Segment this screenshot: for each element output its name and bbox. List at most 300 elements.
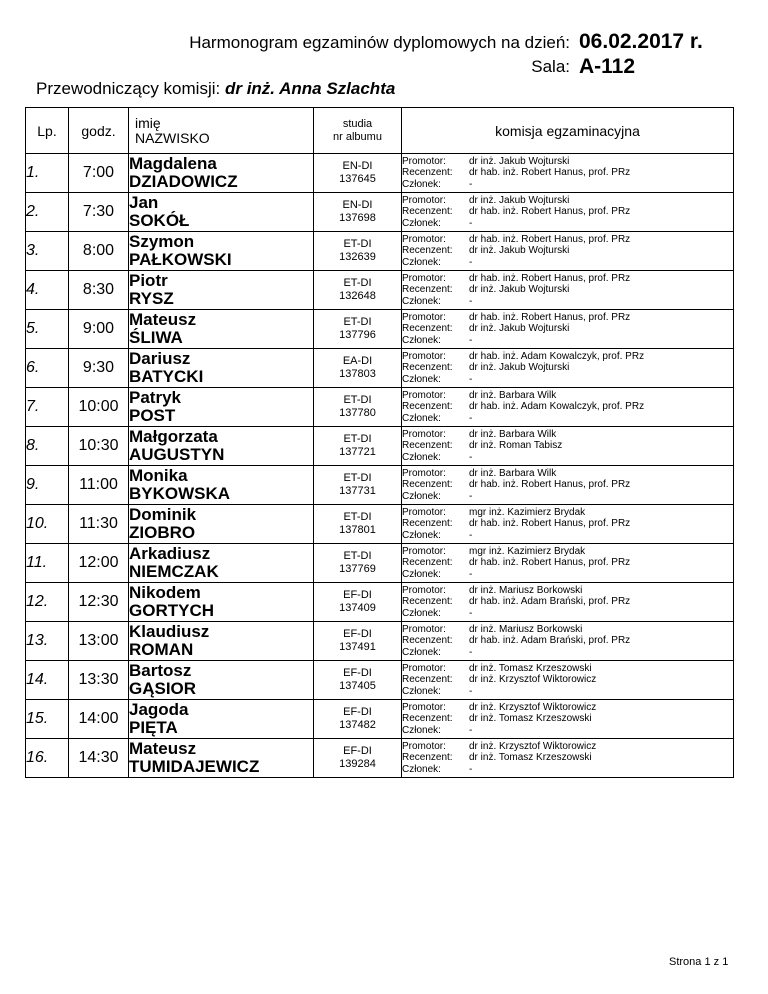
member-line [402, 296, 733, 308]
promotor-line [402, 312, 733, 324]
member-name: - [469, 334, 473, 346]
exam-time: 13:00 [69, 622, 129, 661]
promotor-label: Promotor: [402, 701, 446, 713]
reviewer-name: dr inż. Krzysztof Wiktorowicz [469, 674, 597, 686]
committee-cell [402, 388, 734, 427]
promotor-label: Promotor: [402, 545, 446, 557]
reviewer-name: dr inż. Jakub Wojturski [469, 245, 570, 257]
table-row [26, 193, 734, 232]
promotor-label: Promotor: [402, 506, 446, 518]
table-row [26, 700, 734, 739]
promotor-name: dr hab. inż. Robert Hanus, prof. PRz [469, 272, 631, 284]
member-name: - [469, 490, 473, 502]
reviewer-label: Recenzent: [402, 752, 453, 764]
promotor-label: Promotor: [402, 233, 446, 245]
student-name [129, 427, 314, 466]
row-number: 9. [26, 466, 69, 505]
room-value: A-112 [579, 55, 636, 78]
member-name: - [469, 217, 473, 229]
student-album [314, 505, 402, 544]
row-number: 10. [26, 505, 69, 544]
promotor-label: Promotor: [402, 428, 446, 440]
promotor-label: Promotor: [402, 194, 446, 206]
student-name [129, 661, 314, 700]
promotor-line [402, 663, 733, 675]
row-number: 14. [26, 661, 69, 700]
reviewer-line [402, 713, 733, 725]
promotor-name: dr hab. inż. Adam Kowalczyk, prof. PRz [469, 350, 645, 362]
member-label: Członek: [402, 334, 441, 346]
promotor-name: mgr inż. Kazimierz Brydak [469, 545, 586, 557]
promotor-line [402, 507, 733, 519]
promotor-line [402, 741, 733, 753]
study-program: ET-DI [343, 238, 372, 250]
table-row [26, 583, 734, 622]
student-last-name: POST [129, 406, 176, 425]
student-name [129, 739, 314, 778]
student-album [314, 388, 402, 427]
album-number: 137645 [339, 173, 376, 185]
promotor-name: dr inż. Tomasz Krzeszowski [469, 662, 592, 674]
column-header-lp: Lp. [26, 108, 69, 154]
member-label: Członek: [402, 373, 441, 385]
reviewer-label: Recenzent: [402, 479, 453, 491]
member-line [402, 491, 733, 503]
student-album [314, 349, 402, 388]
student-first-name: Piotr [129, 271, 168, 290]
reviewer-line [402, 635, 733, 647]
member-label: Członek: [402, 412, 441, 424]
student-first-name: Bartosz [129, 661, 192, 680]
table-row [26, 622, 734, 661]
study-program: ET-DI [343, 550, 372, 562]
exam-time: 9:30 [69, 349, 129, 388]
reviewer-name: dr inż. Jakub Wojturski [469, 323, 570, 335]
promotor-line [402, 624, 733, 636]
student-album [314, 154, 402, 193]
member-line [402, 218, 733, 230]
reviewer-line [402, 674, 733, 686]
reviewer-line [402, 323, 733, 335]
promotor-label: Promotor: [402, 272, 446, 284]
committee-cell [402, 700, 734, 739]
student-album [314, 622, 402, 661]
member-line [402, 335, 733, 347]
member-name: - [469, 607, 473, 619]
promotor-line [402, 273, 733, 285]
promotor-name: dr hab. inż. Robert Hanus, prof. PRz [469, 233, 631, 245]
table-row [26, 466, 734, 505]
member-label: Członek: [402, 724, 441, 736]
album-number: 137482 [339, 719, 376, 731]
album-number: 137409 [339, 602, 376, 614]
student-last-name: ZIOBRO [129, 523, 196, 542]
student-last-name: PIĘTA [129, 718, 178, 737]
promotor-name: dr inż. Jakub Wojturski [469, 194, 570, 206]
promotor-line [402, 234, 733, 246]
study-program: ET-DI [343, 394, 372, 406]
student-album [314, 271, 402, 310]
reviewer-name: dr hab. inż. Adam Brański, prof. PRz [469, 596, 631, 608]
exam-time: 12:30 [69, 583, 129, 622]
student-name [129, 583, 314, 622]
table-row [26, 544, 734, 583]
member-label: Członek: [402, 217, 441, 229]
reviewer-label: Recenzent: [402, 440, 453, 452]
exam-schedule-table [25, 107, 734, 778]
committee-cell [402, 739, 734, 778]
reviewer-label: Recenzent: [402, 713, 453, 725]
reviewer-line [402, 362, 733, 374]
exam-time: 10:00 [69, 388, 129, 427]
student-first-name: Nikodem [129, 583, 201, 602]
student-name [129, 193, 314, 232]
student-first-name: Klaudiusz [129, 622, 210, 641]
exam-time: 10:30 [69, 427, 129, 466]
student-last-name: BYKOWSKA [129, 484, 231, 503]
student-last-name: ROMAN [129, 640, 194, 659]
row-number: 15. [26, 700, 69, 739]
member-label: Członek: [402, 607, 441, 619]
row-number: 16. [26, 739, 69, 778]
column-header-album-line1: studia [342, 117, 373, 130]
album-number: 139284 [339, 758, 376, 770]
member-name: - [469, 256, 473, 268]
promotor-label: Promotor: [402, 584, 446, 596]
study-program: ET-DI [343, 511, 372, 523]
committee-cell [402, 193, 734, 232]
exam-time: 8:00 [69, 232, 129, 271]
student-first-name: Jan [129, 193, 159, 212]
reviewer-label: Recenzent: [402, 362, 453, 374]
exam-time: 14:30 [69, 739, 129, 778]
student-name [129, 310, 314, 349]
member-name: - [469, 412, 473, 424]
committee-cell [402, 466, 734, 505]
row-number: 13. [26, 622, 69, 661]
row-number: 8. [26, 427, 69, 466]
member-line [402, 608, 733, 620]
reviewer-name: dr inż. Jakub Wojturski [469, 362, 570, 374]
committee-chair [36, 79, 395, 99]
member-name: - [469, 451, 473, 463]
committee-cell [402, 661, 734, 700]
chair-label: Przewodniczący komisji: [36, 79, 221, 98]
reviewer-label: Recenzent: [402, 167, 453, 179]
member-name: - [469, 529, 473, 541]
student-last-name: PAŁKOWSKI [129, 250, 232, 269]
student-first-name: Mateusz [129, 739, 197, 758]
committee-cell [402, 583, 734, 622]
album-number: 137405 [339, 680, 376, 692]
album-number: 137731 [339, 485, 376, 497]
promotor-line [402, 351, 733, 363]
student-name [129, 349, 314, 388]
row-number: 1. [26, 154, 69, 193]
student-first-name: Arkadiusz [129, 544, 211, 563]
reviewer-name: dr hab. inż. Robert Hanus, prof. PRz [469, 557, 631, 569]
column-header-album-line2: nr albumu [333, 130, 382, 143]
document-title: Harmonogram egzaminów dyplomowych na dzień: [189, 33, 570, 52]
reviewer-line [402, 401, 733, 413]
reviewer-line [402, 518, 733, 530]
album-number: 137721 [339, 446, 376, 458]
exam-time: 7:30 [69, 193, 129, 232]
reviewer-line [402, 557, 733, 569]
reviewer-label: Recenzent: [402, 401, 453, 413]
student-album [314, 427, 402, 466]
reviewer-line [402, 284, 733, 296]
promotor-line [402, 156, 733, 168]
album-number: 137491 [339, 641, 376, 653]
student-name [129, 700, 314, 739]
member-label: Członek: [402, 451, 441, 463]
member-name: - [469, 724, 473, 736]
promotor-name: dr inż. Mariusz Borkowski [469, 623, 583, 635]
study-program: EN-DI [342, 160, 373, 172]
reviewer-name: dr hab. inż. Robert Hanus, prof. PRz [469, 167, 631, 179]
committee-cell [402, 427, 734, 466]
room-label: Sala: [531, 57, 570, 76]
student-last-name: ŚLIWA [129, 328, 183, 347]
row-number: 7. [26, 388, 69, 427]
study-program: EF-DI [343, 589, 372, 601]
table-row [26, 271, 734, 310]
student-last-name: AUGUSTYN [129, 445, 225, 464]
reviewer-name: dr inż. Tomasz Krzeszowski [469, 713, 592, 725]
student-last-name: GORTYCH [129, 601, 214, 620]
reviewer-label: Recenzent: [402, 674, 453, 686]
exam-time: 8:30 [69, 271, 129, 310]
reviewer-label: Recenzent: [402, 284, 453, 296]
reviewer-name: dr hab. inż. Robert Hanus, prof. PRz [469, 518, 631, 530]
column-header-name-line2: NAZWISKO [135, 129, 210, 146]
reviewer-label: Recenzent: [402, 596, 453, 608]
student-album [314, 583, 402, 622]
student-name [129, 271, 314, 310]
member-name: - [469, 646, 473, 658]
row-number: 11. [26, 544, 69, 583]
member-line [402, 725, 733, 737]
promotor-label: Promotor: [402, 662, 446, 674]
member-label: Członek: [402, 490, 441, 502]
promotor-line [402, 702, 733, 714]
column-header-album [314, 108, 402, 154]
promotor-name: dr inż. Barbara Wilk [469, 428, 557, 440]
promotor-name: dr inż. Krzysztof Wiktorowicz [469, 740, 597, 752]
committee-cell [402, 544, 734, 583]
member-line [402, 569, 733, 581]
row-number: 6. [26, 349, 69, 388]
student-album [314, 193, 402, 232]
album-number: 137769 [339, 563, 376, 575]
exam-time: 13:30 [69, 661, 129, 700]
member-line [402, 257, 733, 269]
row-number: 12. [26, 583, 69, 622]
student-first-name: Mateusz [129, 310, 197, 329]
row-number: 5. [26, 310, 69, 349]
album-number: 132639 [339, 251, 376, 263]
chair-name: dr inż. Anna Szlachta [224, 79, 396, 98]
student-first-name: Szymon [129, 232, 195, 251]
column-header-name-line1: imię [135, 114, 161, 131]
exam-time: 9:00 [69, 310, 129, 349]
member-line [402, 647, 733, 659]
reviewer-name: dr inż. Jakub Wojturski [469, 284, 570, 296]
committee-cell [402, 310, 734, 349]
study-program: ET-DI [343, 277, 372, 289]
promotor-label: Promotor: [402, 389, 446, 401]
album-number: 132648 [339, 290, 376, 302]
promotor-label: Promotor: [402, 155, 446, 167]
student-album [314, 700, 402, 739]
promotor-name: dr inż. Barbara Wilk [469, 467, 557, 479]
reviewer-label: Recenzent: [402, 323, 453, 335]
reviewer-line [402, 167, 733, 179]
study-program: EF-DI [343, 667, 372, 679]
student-last-name: BATYCKI [129, 367, 204, 386]
page-number: Strona 1 z 1 [669, 956, 729, 968]
promotor-line [402, 546, 733, 558]
student-last-name: TUMIDAJEWICZ [129, 757, 260, 776]
student-name [129, 622, 314, 661]
promotor-line [402, 390, 733, 402]
member-name: - [469, 373, 473, 385]
member-line [402, 764, 733, 776]
member-name: - [469, 178, 473, 190]
reviewer-line [402, 596, 733, 608]
student-first-name: Patryk [129, 388, 181, 407]
committee-cell [402, 505, 734, 544]
member-line [402, 686, 733, 698]
student-name [129, 505, 314, 544]
album-number: 137801 [339, 524, 376, 536]
promotor-line [402, 585, 733, 597]
reviewer-label: Recenzent: [402, 518, 453, 530]
table-header-row [26, 108, 734, 154]
student-name [129, 232, 314, 271]
table-row [26, 661, 734, 700]
student-first-name: Małgorzata [129, 427, 218, 446]
promotor-line [402, 429, 733, 441]
promotor-label: Promotor: [402, 740, 446, 752]
student-name [129, 388, 314, 427]
member-line [402, 413, 733, 425]
student-album [314, 544, 402, 583]
table-row [26, 154, 734, 193]
reviewer-label: Recenzent: [402, 635, 453, 647]
member-label: Członek: [402, 295, 441, 307]
promotor-name: mgr inż. Kazimierz Brydak [469, 506, 586, 518]
student-last-name: GĄSIOR [129, 679, 197, 698]
exam-time: 12:00 [69, 544, 129, 583]
reviewer-line [402, 479, 733, 491]
committee-cell [402, 154, 734, 193]
member-label: Członek: [402, 256, 441, 268]
student-first-name: Magdalena [129, 154, 217, 173]
promotor-label: Promotor: [402, 467, 446, 479]
member-line [402, 530, 733, 542]
member-name: - [469, 295, 473, 307]
student-last-name: NIEMCZAK [129, 562, 219, 581]
reviewer-name: dr hab. inż. Adam Kowalczyk, prof. PRz [469, 401, 645, 413]
promotor-line [402, 468, 733, 480]
student-last-name: SOKÓŁ [129, 211, 190, 230]
member-name: - [469, 763, 473, 775]
reviewer-name: dr hab. inż. Adam Brański, prof. PRz [469, 635, 631, 647]
study-program: EF-DI [343, 706, 372, 718]
row-number: 3. [26, 232, 69, 271]
committee-cell [402, 622, 734, 661]
promotor-label: Promotor: [402, 311, 446, 323]
reviewer-label: Recenzent: [402, 206, 453, 218]
member-name: - [469, 568, 473, 580]
student-first-name: Monika [129, 466, 188, 485]
exam-time: 11:00 [69, 466, 129, 505]
study-program: EF-DI [343, 628, 372, 640]
promotor-label: Promotor: [402, 623, 446, 635]
student-album [314, 232, 402, 271]
student-last-name: RYSZ [129, 289, 174, 308]
member-line [402, 374, 733, 386]
reviewer-label: Recenzent: [402, 245, 453, 257]
member-line [402, 179, 733, 191]
reviewer-line [402, 440, 733, 452]
album-number: 137796 [339, 329, 376, 341]
member-name: - [469, 685, 473, 697]
committee-cell [402, 232, 734, 271]
study-program: ET-DI [343, 433, 372, 445]
student-name [129, 544, 314, 583]
study-program: EF-DI [343, 745, 372, 757]
table-row [26, 427, 734, 466]
student-last-name: DZIADOWICZ [129, 172, 238, 191]
column-header-name [129, 108, 314, 154]
student-name [129, 466, 314, 505]
table-row [26, 388, 734, 427]
student-album [314, 661, 402, 700]
promotor-label: Promotor: [402, 350, 446, 362]
album-number: 137780 [339, 407, 376, 419]
exam-date: 06.02.2017 r. [579, 30, 703, 53]
album-number: 137803 [339, 368, 376, 380]
promotor-line [402, 195, 733, 207]
promotor-name: dr inż. Barbara Wilk [469, 389, 557, 401]
student-first-name: Jagoda [129, 700, 189, 719]
student-album [314, 466, 402, 505]
table-row [26, 349, 734, 388]
column-header-time: godz. [69, 108, 129, 154]
room-row [0, 55, 768, 77]
member-label: Członek: [402, 568, 441, 580]
table-row [26, 232, 734, 271]
committee-cell [402, 349, 734, 388]
table-row [26, 310, 734, 349]
table-row [26, 739, 734, 778]
exam-time: 14:00 [69, 700, 129, 739]
member-label: Członek: [402, 178, 441, 190]
row-number: 2. [26, 193, 69, 232]
member-label: Członek: [402, 529, 441, 541]
table-row [26, 505, 734, 544]
promotor-name: dr hab. inż. Robert Hanus, prof. PRz [469, 311, 631, 323]
reviewer-line [402, 752, 733, 764]
student-album [314, 310, 402, 349]
reviewer-line [402, 245, 733, 257]
study-program: EA-DI [342, 355, 373, 367]
promotor-name: dr inż. Krzysztof Wiktorowicz [469, 701, 597, 713]
study-program: EN-DI [342, 199, 373, 211]
